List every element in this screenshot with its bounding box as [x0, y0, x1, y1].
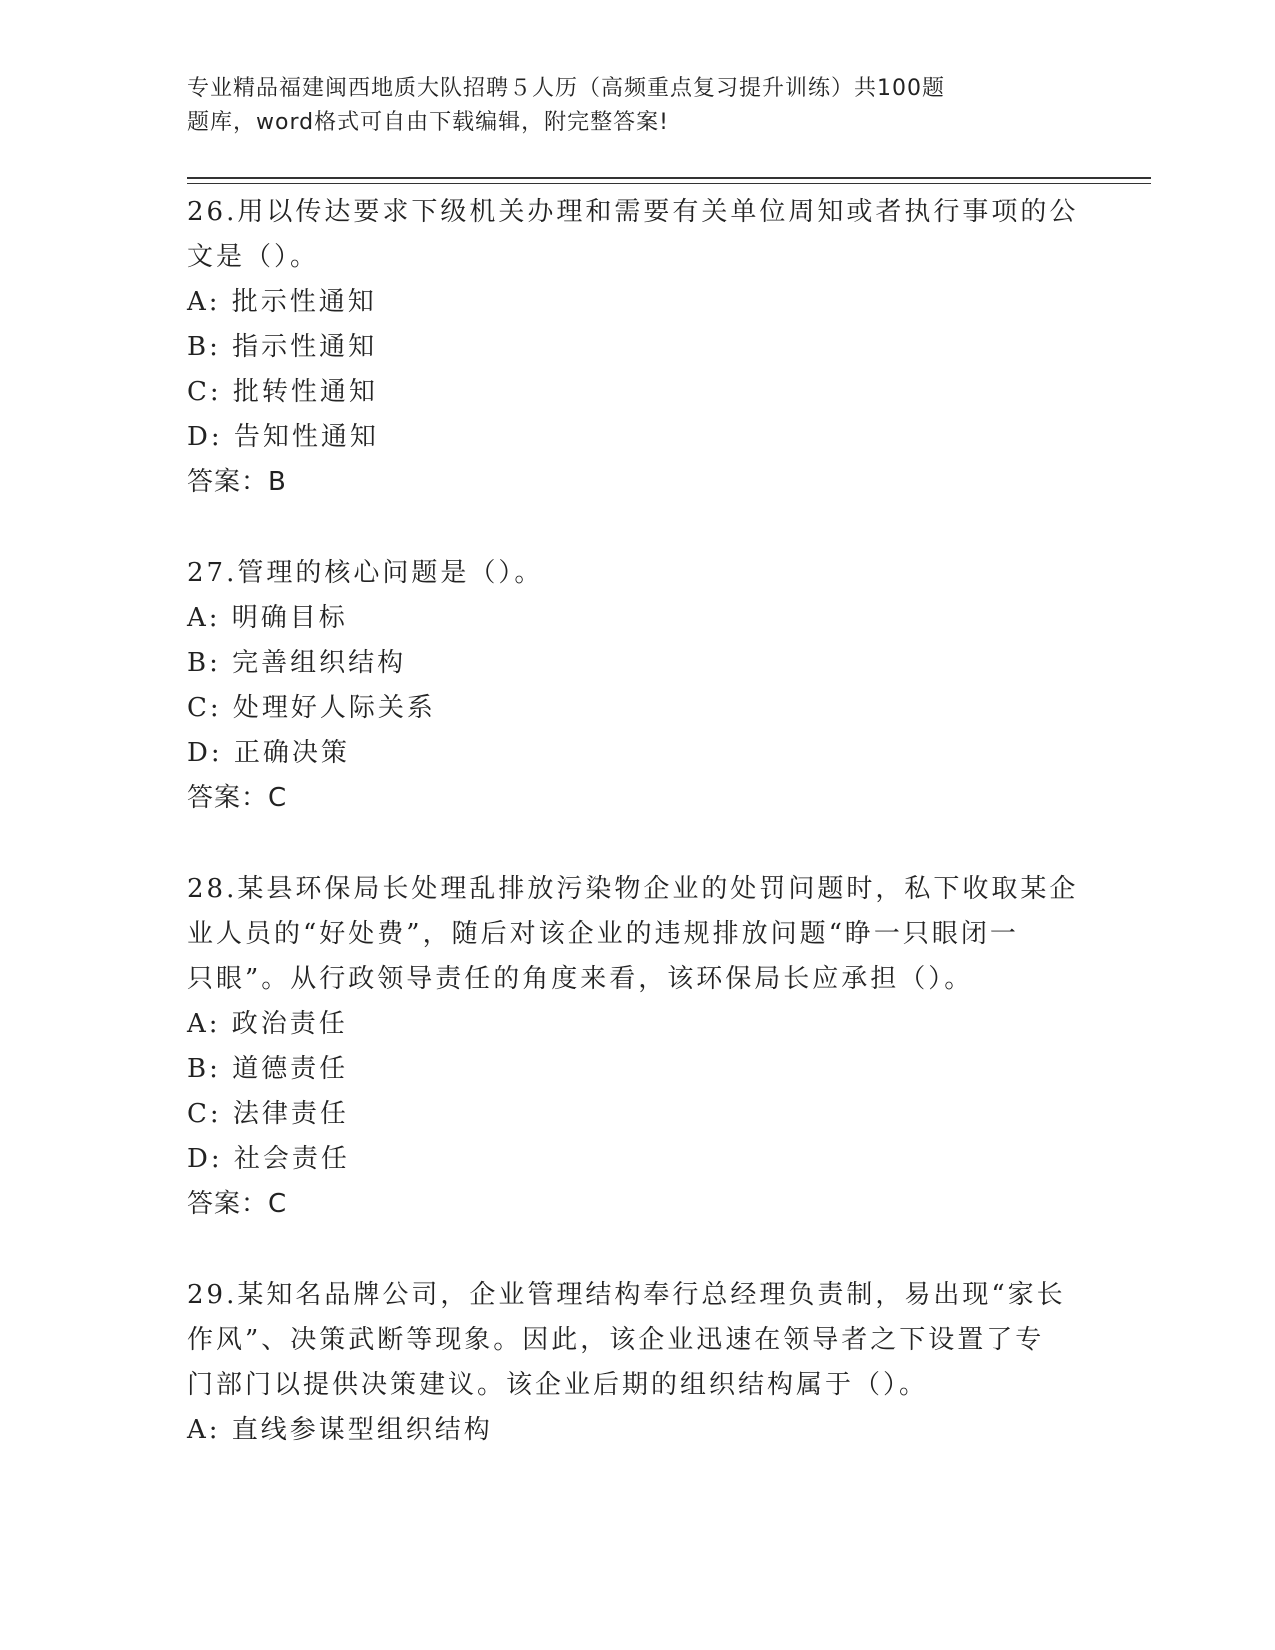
answer: 答案：C [187, 1189, 288, 1219]
option-c: C: 处理好人际关系 [187, 693, 436, 723]
answer: 答案：C [187, 783, 288, 813]
document-header [187, 72, 1037, 140]
question-29 [187, 1273, 1087, 1453]
option-a: A: 政治责任 [187, 1009, 348, 1039]
header-line-2: 题库，word格式可自由下载编辑，附完整答案! [187, 110, 669, 135]
question-stem-line: 文是（）。 [187, 242, 320, 272]
option-b: B: 道德责任 [187, 1054, 349, 1084]
header-divider-thin [187, 183, 1151, 184]
option-a: A: 批示性通知 [187, 287, 377, 317]
question-27 [187, 551, 1087, 821]
question-28 [187, 867, 1087, 1227]
question-26 [187, 190, 1087, 505]
option-a: A: 明确目标 [187, 603, 348, 633]
option-d: D: 社会责任 [187, 1144, 350, 1174]
question-stem-line: 门部门以提供决策建议。该企业后期的组织结构属于（）。 [187, 1370, 929, 1400]
question-stem-line: 只眼”。从行政领导责任的角度来看，该环保局长应承担（）。 [187, 964, 974, 994]
question-list [187, 190, 1087, 1499]
question-stem-line: 26.用以传达要求下级机关办理和需要有关单位周知或者执行事项的公 [187, 197, 1079, 227]
question-stem-line: 28.某县环保局长处理乱排放污染物企业的处罚问题时，私下收取某企 [187, 874, 1079, 904]
question-stem-line: 29.某知名品牌公司，企业管理结构奉行总经理负责制，易出现“家长 [187, 1280, 1066, 1310]
header-divider-thick [187, 177, 1151, 179]
option-d: D: 正确决策 [187, 738, 350, 768]
question-stem-line: 作风”、决策武断等现象。因此，该企业迅速在领导者之下设置了专 [187, 1325, 1045, 1355]
option-d: D: 告知性通知 [187, 422, 379, 452]
option-b: B: 指示性通知 [187, 332, 378, 362]
question-stem-line: 业人员的“好处费”，随后对该企业的违规排放问题“睁一只眼闭一 [187, 919, 1019, 949]
answer: 答案：B [187, 467, 287, 497]
question-stem-line: 27.管理的核心问题是（）。 [187, 558, 544, 588]
option-c: C: 法律责任 [187, 1099, 349, 1129]
option-a: A: 直线参谋型组织结构 [187, 1415, 493, 1445]
header-line-1: 专业精品福建闽西地质大队招聘５人历（高频重点复习提升训练）共100题 [187, 76, 945, 101]
option-b: B: 完善组织结构 [187, 648, 407, 678]
option-c: C: 批转性通知 [187, 377, 378, 407]
